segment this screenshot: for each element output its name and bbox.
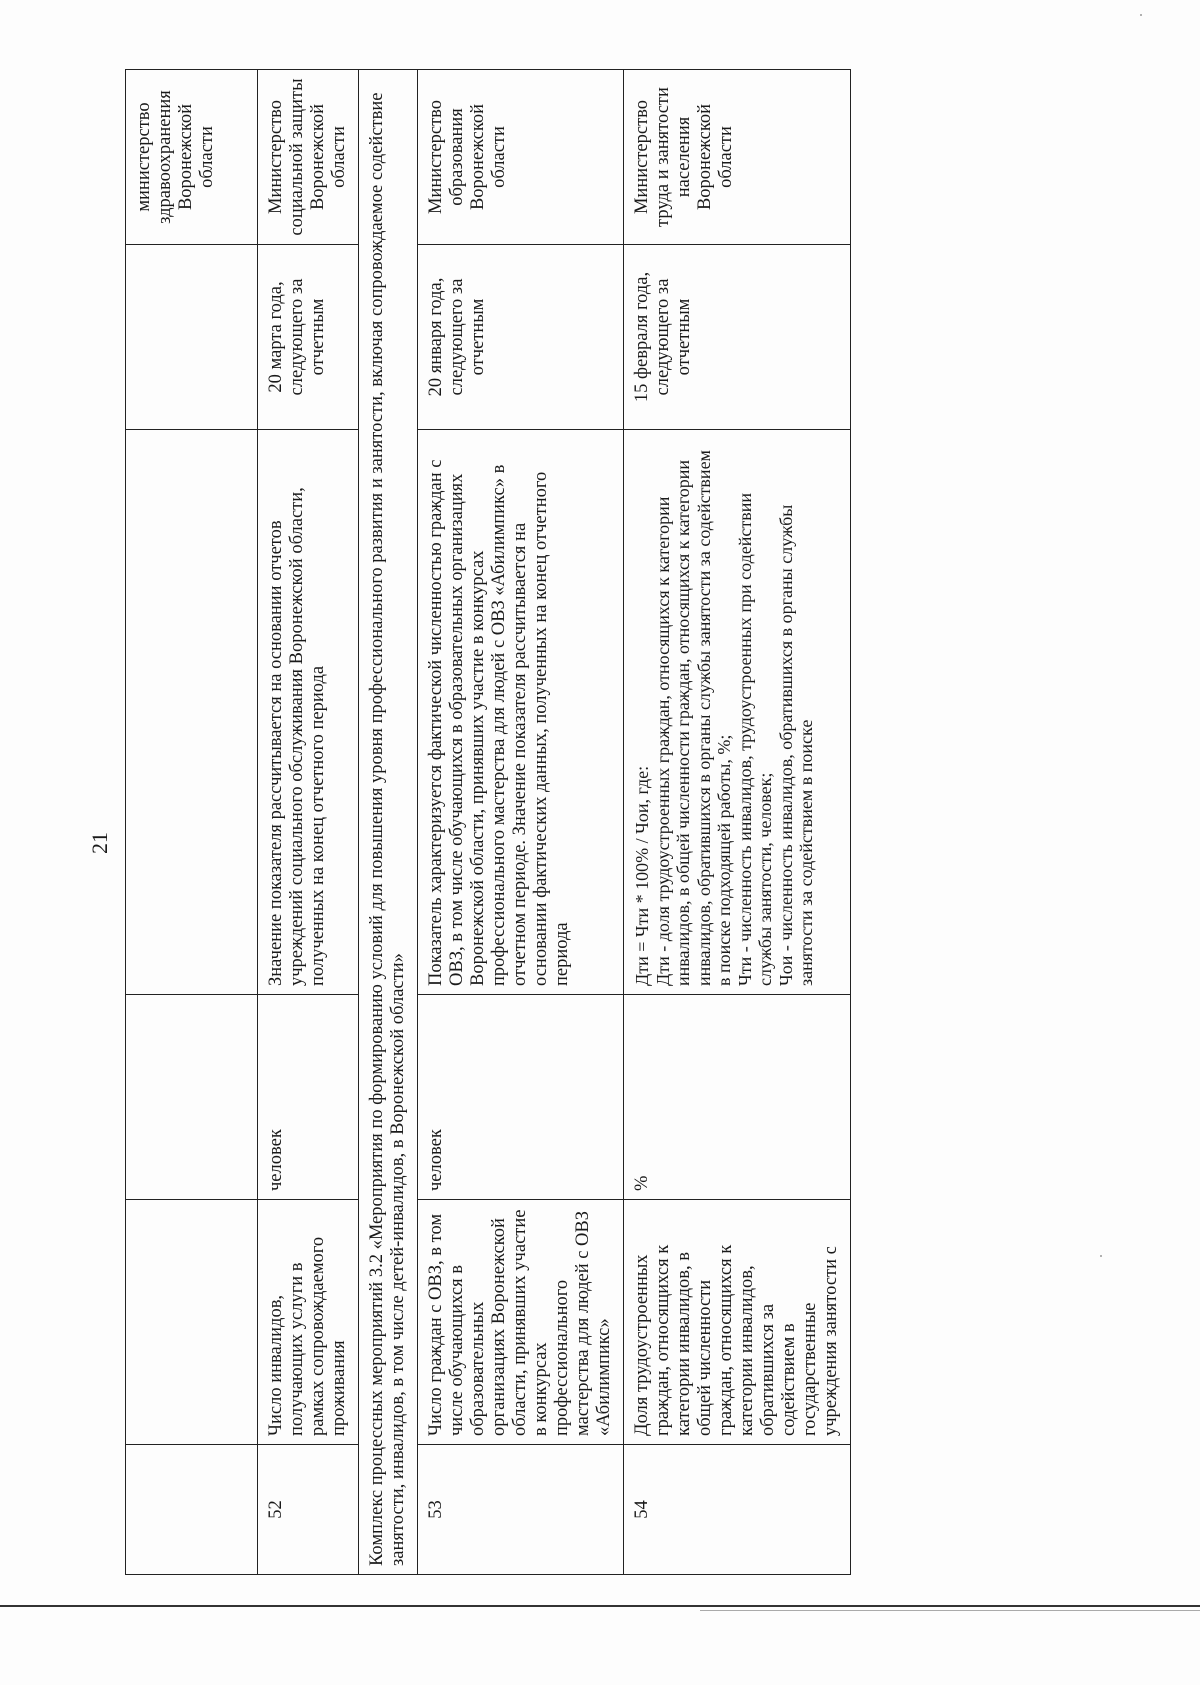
bottom-rule bbox=[0, 1605, 1200, 1607]
formula-definition: Дти - доля трудоустроенных граждан, относящихся к категории инвалидов, в общей численности граждан, относящихся к категории инвалидов, обратившихся в органы службы занятости за содействием в поиске подходящей работы, %; bbox=[652, 450, 734, 986]
cell-deadline: 15 февраля года, следующего за отчетным bbox=[624, 245, 851, 430]
cell-num: 53 bbox=[418, 1445, 624, 1575]
cell-unit: человек bbox=[418, 995, 624, 1200]
section-heading: Комплекс процессных мероприятий 3.2 «Мероприятия по формированию условий для повышения уровня профессионального развития и занятости, включая сопровождаемое содействие занятости, инвалидов, в том числе детей-инвалидов, в Воронежской области» bbox=[359, 70, 418, 1575]
cell-deadline bbox=[126, 245, 258, 430]
cell-indicator: Число граждан с ОВЗ, в том числе обучающихся в образовательных организациях Воронежской области, принявших участие в конкурсах профессионального мастерства для людей с ОВЗ «Абилимпикс» bbox=[418, 1200, 624, 1445]
scan-speck bbox=[1100, 1255, 1102, 1257]
table-row bbox=[126, 70, 258, 1575]
formula-definition: Чои - численность инвалидов, обратившихся в органы службы занятости за содействием в поиске bbox=[775, 504, 816, 986]
cell-num: 54 bbox=[624, 1445, 851, 1575]
cell-responsible: Министерство труда и занятости населения Воронежской области bbox=[624, 70, 851, 245]
indicators-table bbox=[125, 69, 851, 1575]
cell-num: 52 bbox=[258, 1445, 359, 1575]
cell-indicator bbox=[126, 1200, 258, 1445]
cell-unit: % bbox=[624, 995, 851, 1200]
cell-indicator: Доля трудоустроенных граждан, относящихся к категории инвалидов, в общей численности граждан, относящихся к категории инвалидов, обратившихся за содействием в государственные учреждения занятости с bbox=[624, 1200, 851, 1445]
cell-indicator: Число инвалидов, получающих услуги в рамках сопровождаемого проживания bbox=[258, 1200, 359, 1445]
cell-responsible: министерство здравоохранения Воронежской области bbox=[126, 70, 258, 245]
table-row-54 bbox=[624, 70, 851, 1575]
cell-deadline: 20 марта года, следующего за отчетным bbox=[258, 245, 359, 430]
cell-method: Значение показателя рассчитывается на основании отчетов учреждений социального обслуживания Воронежской области, полученных на конец отчетного периода bbox=[258, 430, 359, 995]
cell-method bbox=[126, 430, 258, 995]
cell-num bbox=[126, 1445, 258, 1575]
table-row-52 bbox=[258, 70, 359, 1575]
cell-unit: человек bbox=[258, 995, 359, 1200]
table-row-53 bbox=[418, 70, 624, 1575]
rotated-page-content bbox=[125, 70, 1080, 1575]
bottom-rule-faint bbox=[700, 1610, 1200, 1611]
cell-responsible: Министерство образования Воронежской области bbox=[418, 70, 624, 245]
scan-speck bbox=[1140, 14, 1142, 16]
cell-deadline: 20 января года, следующего за отчетным bbox=[418, 245, 624, 430]
cell-unit bbox=[126, 995, 258, 1200]
formula: Дти = Чти * 100% / Чои, где: bbox=[632, 765, 652, 986]
cell-method bbox=[624, 430, 851, 995]
cell-method: Показатель характеризуется фактической численностью граждан с ОВЗ, в том числе обучающихся в образовательных организациях Воронежской области, принявших участие в конкурсах профессионального мастерства для людей с ОВЗ «Абилимпикс» в отчетном периоде. Значение показателя рассчитывается на основании фактических данных, полученных на конец отчетного периода bbox=[418, 430, 624, 995]
cell-responsible: Министерство социальной защиты Воронежской области bbox=[258, 70, 359, 245]
section-row bbox=[359, 70, 418, 1575]
page-number: 21 bbox=[87, 832, 112, 854]
formula-definition: Чти - численность инвалидов, трудоустроенных при содействии службы занятости, человек; bbox=[734, 492, 775, 986]
